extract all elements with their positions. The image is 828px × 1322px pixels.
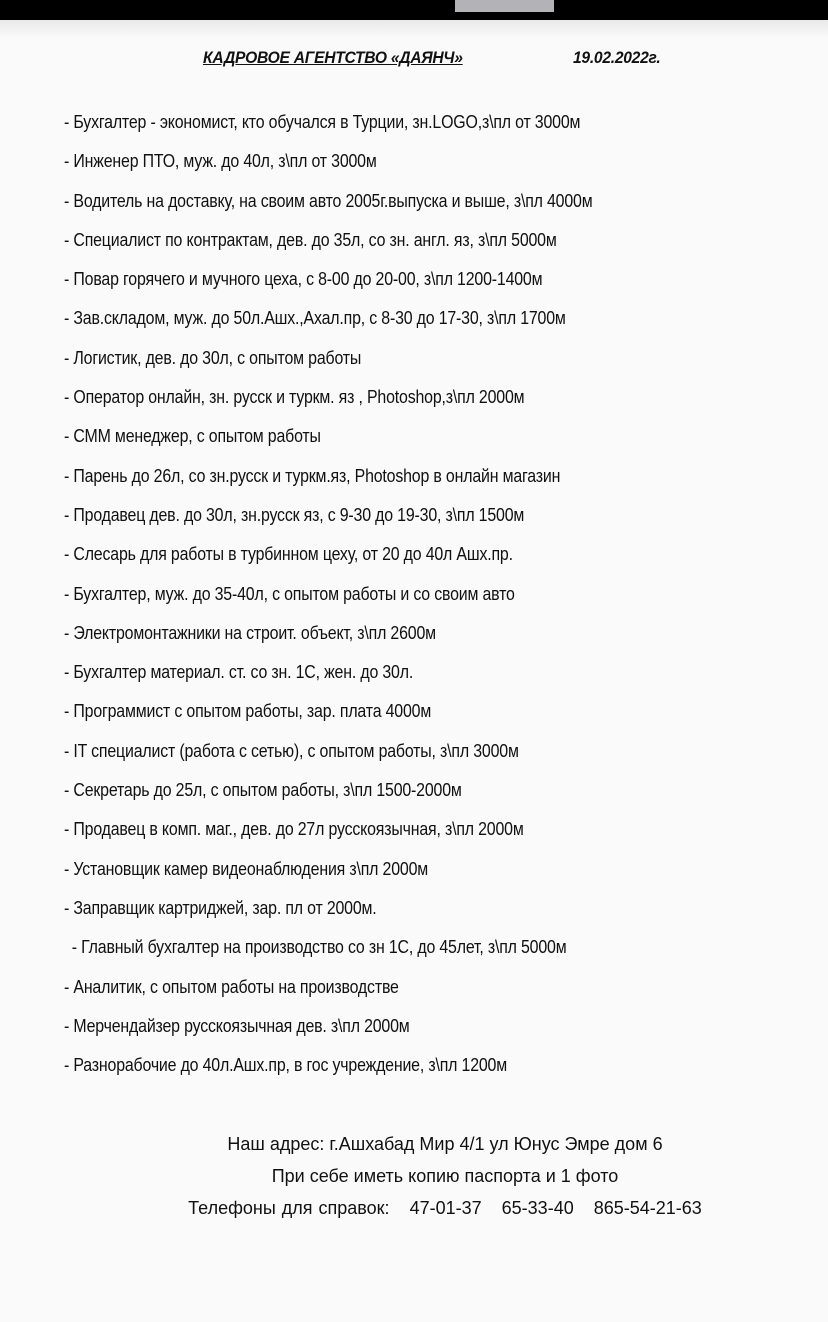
job-item: - Мерчендайзер русскоязычная дев. з\пл 2000м — [64, 1014, 410, 1036]
phones-label: Телефоны для справок: — [188, 1198, 390, 1218]
job-item: - Бухгалтер - экономист, кто обучался в Турции, зн.LOGO,з\пл от 3000м — [64, 111, 581, 132]
top-shadow — [0, 20, 828, 38]
job-item: - Логистик, дев. до 30л, с опытом работы — [64, 346, 362, 368]
job-item: - Инженер ПТО, муж. до 40л, з\пл от 3000м — [64, 150, 377, 172]
job-item: - Электромонтажники на строит. объект, з\пл 2600м — [64, 621, 436, 643]
document-header — [0, 48, 828, 74]
job-item: - Оператор онлайн, зн. русск и туркм. яз , Photoshop,з\пл 2000м — [64, 386, 525, 408]
job-item: - Программист с опытом работы, зар. плата 4000м — [64, 700, 432, 722]
phone-number: 865-54-21-63 — [593, 1198, 702, 1218]
job-item: - Установщик камер видеонаблюдения з\пл 2000м — [64, 857, 429, 879]
job-item: - Продавец дев. до 30л, зн.русск яз, с 9-30 до 19-30, з\пл 1500м — [64, 503, 525, 525]
job-item: - Парень до 26л, со зн.русск и туркм.яз, Photoshop в онлайн магазин — [64, 464, 561, 486]
job-item: - Слесарь для работы в турбинном цеху, от 20 до 40л Ашх.пр. — [64, 543, 513, 565]
document-date: 19.02.2022г. — [573, 48, 661, 67]
job-item: - Главный бухгалтер на производство со зн 1С, до 45лет, з\пл 5000м — [71, 936, 567, 958]
job-item: - Разнорабочие до 40л.Ашх.пр, в гос учреждение, з\пл 1200м — [64, 1054, 508, 1076]
job-item: - Бухгалтер материал. ст. со зн. 1С, жен. до 30л. — [64, 661, 414, 683]
top-bar — [0, 0, 828, 20]
job-item: - Зав.складом, муж. до 50л.Ашх.,Ахал.пр, с 8-30 до 17-30, з\пл 1700м — [64, 307, 566, 329]
documents-note: При себе иметь копию паспорта и 1 фото — [271, 1166, 619, 1186]
phones-line — [0, 1195, 828, 1227]
job-item: - Бухгалтер, муж. до 35-40л, с опытом работы и со своим авто — [64, 582, 515, 604]
job-item: - Специалист по контрактам, дев. до 35л, со зн. англ. яз, з\пл 5000м — [64, 228, 557, 250]
job-item: - Заправщик картриджей, зар. пл от 2000м. — [64, 896, 377, 918]
job-item: - Продавец в комп. маг., дев. до 27л русскоязычная, з\пл 2000м — [64, 818, 524, 840]
job-item: - Аналитик, с опытом работы на производстве — [64, 975, 399, 997]
job-item: - IT специалист (работа с сетью), с опытом работы, з\пл 3000м — [64, 739, 519, 761]
phone-number: 47-01-37 — [409, 1198, 482, 1218]
job-item: - Секретарь до 25л, с опытом работы, з\пл 1500-2000м — [64, 779, 462, 801]
job-list — [64, 110, 679, 1092]
agency-title: КАДРОВОЕ АГЕНТСТВО «ДАЯНЧ» — [203, 48, 463, 67]
job-item: - Повар горячего и мучного цеха, с 8-00 до 20-00, з\пл 1200-1400м — [64, 268, 543, 290]
address: Наш адрес: г.Ашхабад Мир 4/1 ул Юнус Эмре дом 6 — [227, 1134, 663, 1154]
contact-footer — [0, 1131, 828, 1227]
job-item: - СММ менеджер, с опытом работы — [64, 425, 321, 447]
job-item: - Водитель на доставку, на своим авто 2005г.выпуска и выше, з\пл 4000м — [64, 189, 593, 211]
phone-number: 65-33-40 — [501, 1198, 574, 1218]
scroll-indicator[interactable] — [455, 0, 554, 12]
